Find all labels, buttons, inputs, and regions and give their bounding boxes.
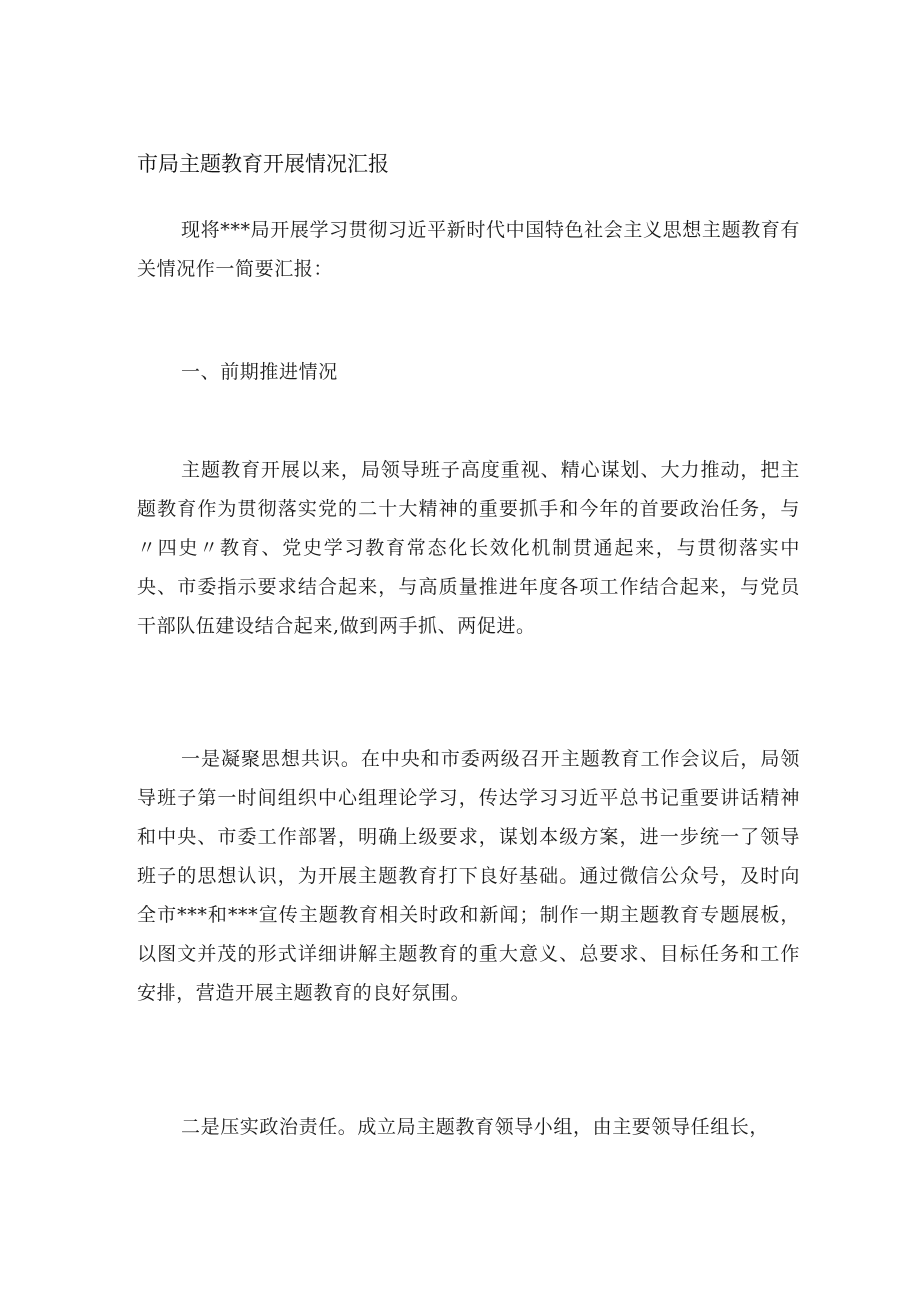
intro-paragraph: 现将***局开展学习贯彻习近平新时代中国特色社会主义思想主题教育有关情况作一简要汇报：: [137, 219, 800, 280]
body-paragraph: 一是凝聚思想共识。在中央和市委两级召开主题教育工作会议后，局领导班子第一时间组织中心组理论学习，传达学习习近平总书记重要讲话精神和中央、市委工作部署，明确上级要求，谋划本级方案，进一步统一了领导班子的思想认识，为开展主题教育打下良好基础。通过微信公众号，及时向全市***和***宣传主题教育相关时政和新闻；制作一期主题教育专题展板，以图文并茂的形式详细讲解主题教育的重大意义、总要求、目标任务和工作安排，营造开展主题教育的良好氛围。: [137, 748, 800, 1004]
document-title: 市局主题教育开展情况汇报: [137, 152, 389, 176]
body-paragraph: 主题教育开展以来，局领导班子高度重视、精心谋划、大力推动，把主题教育作为贯彻落实党的二十大精神的重要抓手和今年的首要政治任务，与〃四史〃教育、党史学习教育常态化长效化机制贯通起来，与贯彻落实中央、市委指示要求结合起来，与高质量推进年度各项工作结合起来，与党员干部队伍建设结合起来,做到两手抓、两促进。: [137, 459, 800, 637]
body-paragraph: 二是压实政治责任。成立局主题教育领导小组，由主要领导任组长，: [181, 1116, 770, 1138]
section-heading: 一、前期推进情况: [181, 361, 338, 383]
